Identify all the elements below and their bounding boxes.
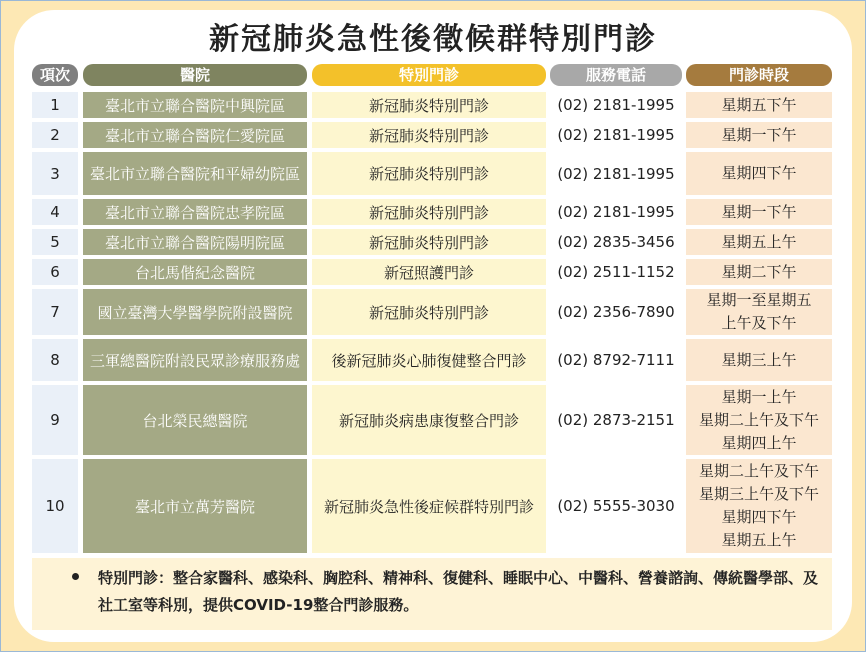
- cell-num-8: 8: [32, 339, 78, 381]
- cell-time-3: [686, 152, 832, 195]
- header-num: 項次: [32, 64, 78, 86]
- cell-time-7: [686, 289, 832, 335]
- time-line: 星期三上午: [721, 350, 797, 369]
- time-line: 星期一上午: [721, 387, 797, 406]
- cell-phone-2: (02) 2181-1995: [550, 122, 682, 148]
- cell-phone-10: (02) 5555-3030: [550, 459, 682, 553]
- cell-num-9: 9: [32, 385, 78, 455]
- cell-phone-8: (02) 8792-7111: [550, 339, 682, 381]
- time-line: 星期一至星期五: [706, 291, 812, 309]
- cell-time-2: [686, 122, 832, 148]
- cell-clinic-7: 新冠肺炎特別門診: [312, 289, 546, 335]
- cell-num-7: 7: [32, 289, 78, 335]
- page-title: 新冠肺炎急性後徵候群特別門診: [209, 22, 657, 57]
- cell-time-1: [686, 92, 832, 118]
- cell-num-3: 3: [32, 152, 78, 195]
- cell-clinic-4: 新冠肺炎特別門診: [312, 199, 546, 225]
- cell-clinic-1: 新冠肺炎特別門診: [312, 92, 546, 118]
- cell-clinic-6: 新冠照護門診: [312, 259, 546, 285]
- cell-hospital-5: 臺北市立聯合醫院陽明院區: [83, 229, 307, 255]
- time-line: 星期二上午及下午: [698, 410, 819, 429]
- cell-phone-5: (02) 2835-3456: [550, 229, 682, 255]
- cell-hospital-1: 臺北市立聯合醫院中興院區: [83, 92, 307, 118]
- cell-clinic-10: 新冠肺炎急性後症候群特別門診: [312, 459, 546, 553]
- time-line: 星期五上午: [721, 232, 797, 251]
- cell-time-10: [686, 459, 832, 553]
- cell-num-6: 6: [32, 259, 78, 285]
- cell-phone-4: (02) 2181-1995: [550, 199, 682, 225]
- cell-clinic-2: 新冠肺炎特別門診: [312, 122, 546, 148]
- cell-hospital-10: 臺北市立萬芳醫院: [83, 459, 307, 553]
- time-line: 星期二下午: [721, 262, 797, 281]
- cell-clinic-3: 新冠肺炎特別門診: [312, 152, 546, 195]
- note-text: 特別門診：整合家醫科、感染科、胸腔科、精神科、復健科、睡眠中心、中醫科、營養諮詢、傳統醫學部、及社工室等科別，提供COVID-19整合門診服務。: [98, 569, 819, 614]
- time-line: 星期一下午: [721, 202, 797, 221]
- cell-hospital-6: 台北馬偕紀念醫院: [83, 259, 307, 285]
- cell-num-5: 5: [32, 229, 78, 255]
- time-line: 星期四下午: [721, 164, 797, 182]
- time-line: 星期四下午: [721, 508, 797, 526]
- cell-hospital-9: 台北榮民總醫院: [83, 385, 307, 455]
- header-time: 門診時段: [686, 64, 832, 86]
- cell-clinic-9: 新冠肺炎病患康復整合門診: [312, 385, 546, 455]
- cell-hospital-4: 臺北市立聯合醫院忠孝院區: [83, 199, 307, 225]
- cell-num-2: 2: [32, 122, 78, 148]
- cell-phone-7: (02) 2356-7890: [550, 289, 682, 335]
- cell-time-5: [686, 229, 832, 255]
- cell-time-6: [686, 259, 832, 285]
- bullet-icon: [72, 573, 79, 580]
- time-line: 星期五下午: [721, 95, 797, 114]
- cell-num-4: 4: [32, 199, 78, 225]
- header-clinic: 特別門診: [312, 64, 546, 86]
- cell-time-9: [686, 385, 832, 455]
- cell-hospital-2: 臺北市立聯合醫院仁愛院區: [83, 122, 307, 148]
- cell-hospital-3: 臺北市立聯合醫院和平婦幼院區: [83, 152, 307, 195]
- cell-clinic-5: 新冠肺炎特別門診: [312, 229, 546, 255]
- time-line: 星期二上午及下午: [698, 462, 819, 480]
- cell-num-1: 1: [32, 92, 78, 118]
- cell-num-10: 10: [32, 459, 78, 553]
- cell-phone-9: (02) 2873-2151: [550, 385, 682, 455]
- cell-clinic-8: 後新冠肺炎心肺復健整合門診: [312, 339, 546, 381]
- time-line: 星期四上午: [721, 433, 797, 452]
- time-line: 星期五上午: [721, 531, 797, 549]
- time-line: 星期三上午及下午: [698, 485, 819, 503]
- cell-hospital-7: 國立臺灣大學醫學院附設醫院: [83, 289, 307, 335]
- header-hospital: 醫院: [83, 64, 307, 86]
- time-line: 星期一下午: [721, 125, 797, 144]
- cell-time-4: [686, 199, 832, 225]
- cell-phone-3: (02) 2181-1995: [550, 152, 682, 195]
- cell-hospital-8: 三軍總醫院附設民眾診療服務處: [83, 339, 307, 381]
- cell-phone-1: (02) 2181-1995: [550, 92, 682, 118]
- cell-time-8: [686, 339, 832, 381]
- header-phone: 服務電話: [550, 64, 682, 86]
- cell-phone-6: (02) 2511-1152: [550, 259, 682, 285]
- time-line: 上午及下午: [721, 314, 797, 332]
